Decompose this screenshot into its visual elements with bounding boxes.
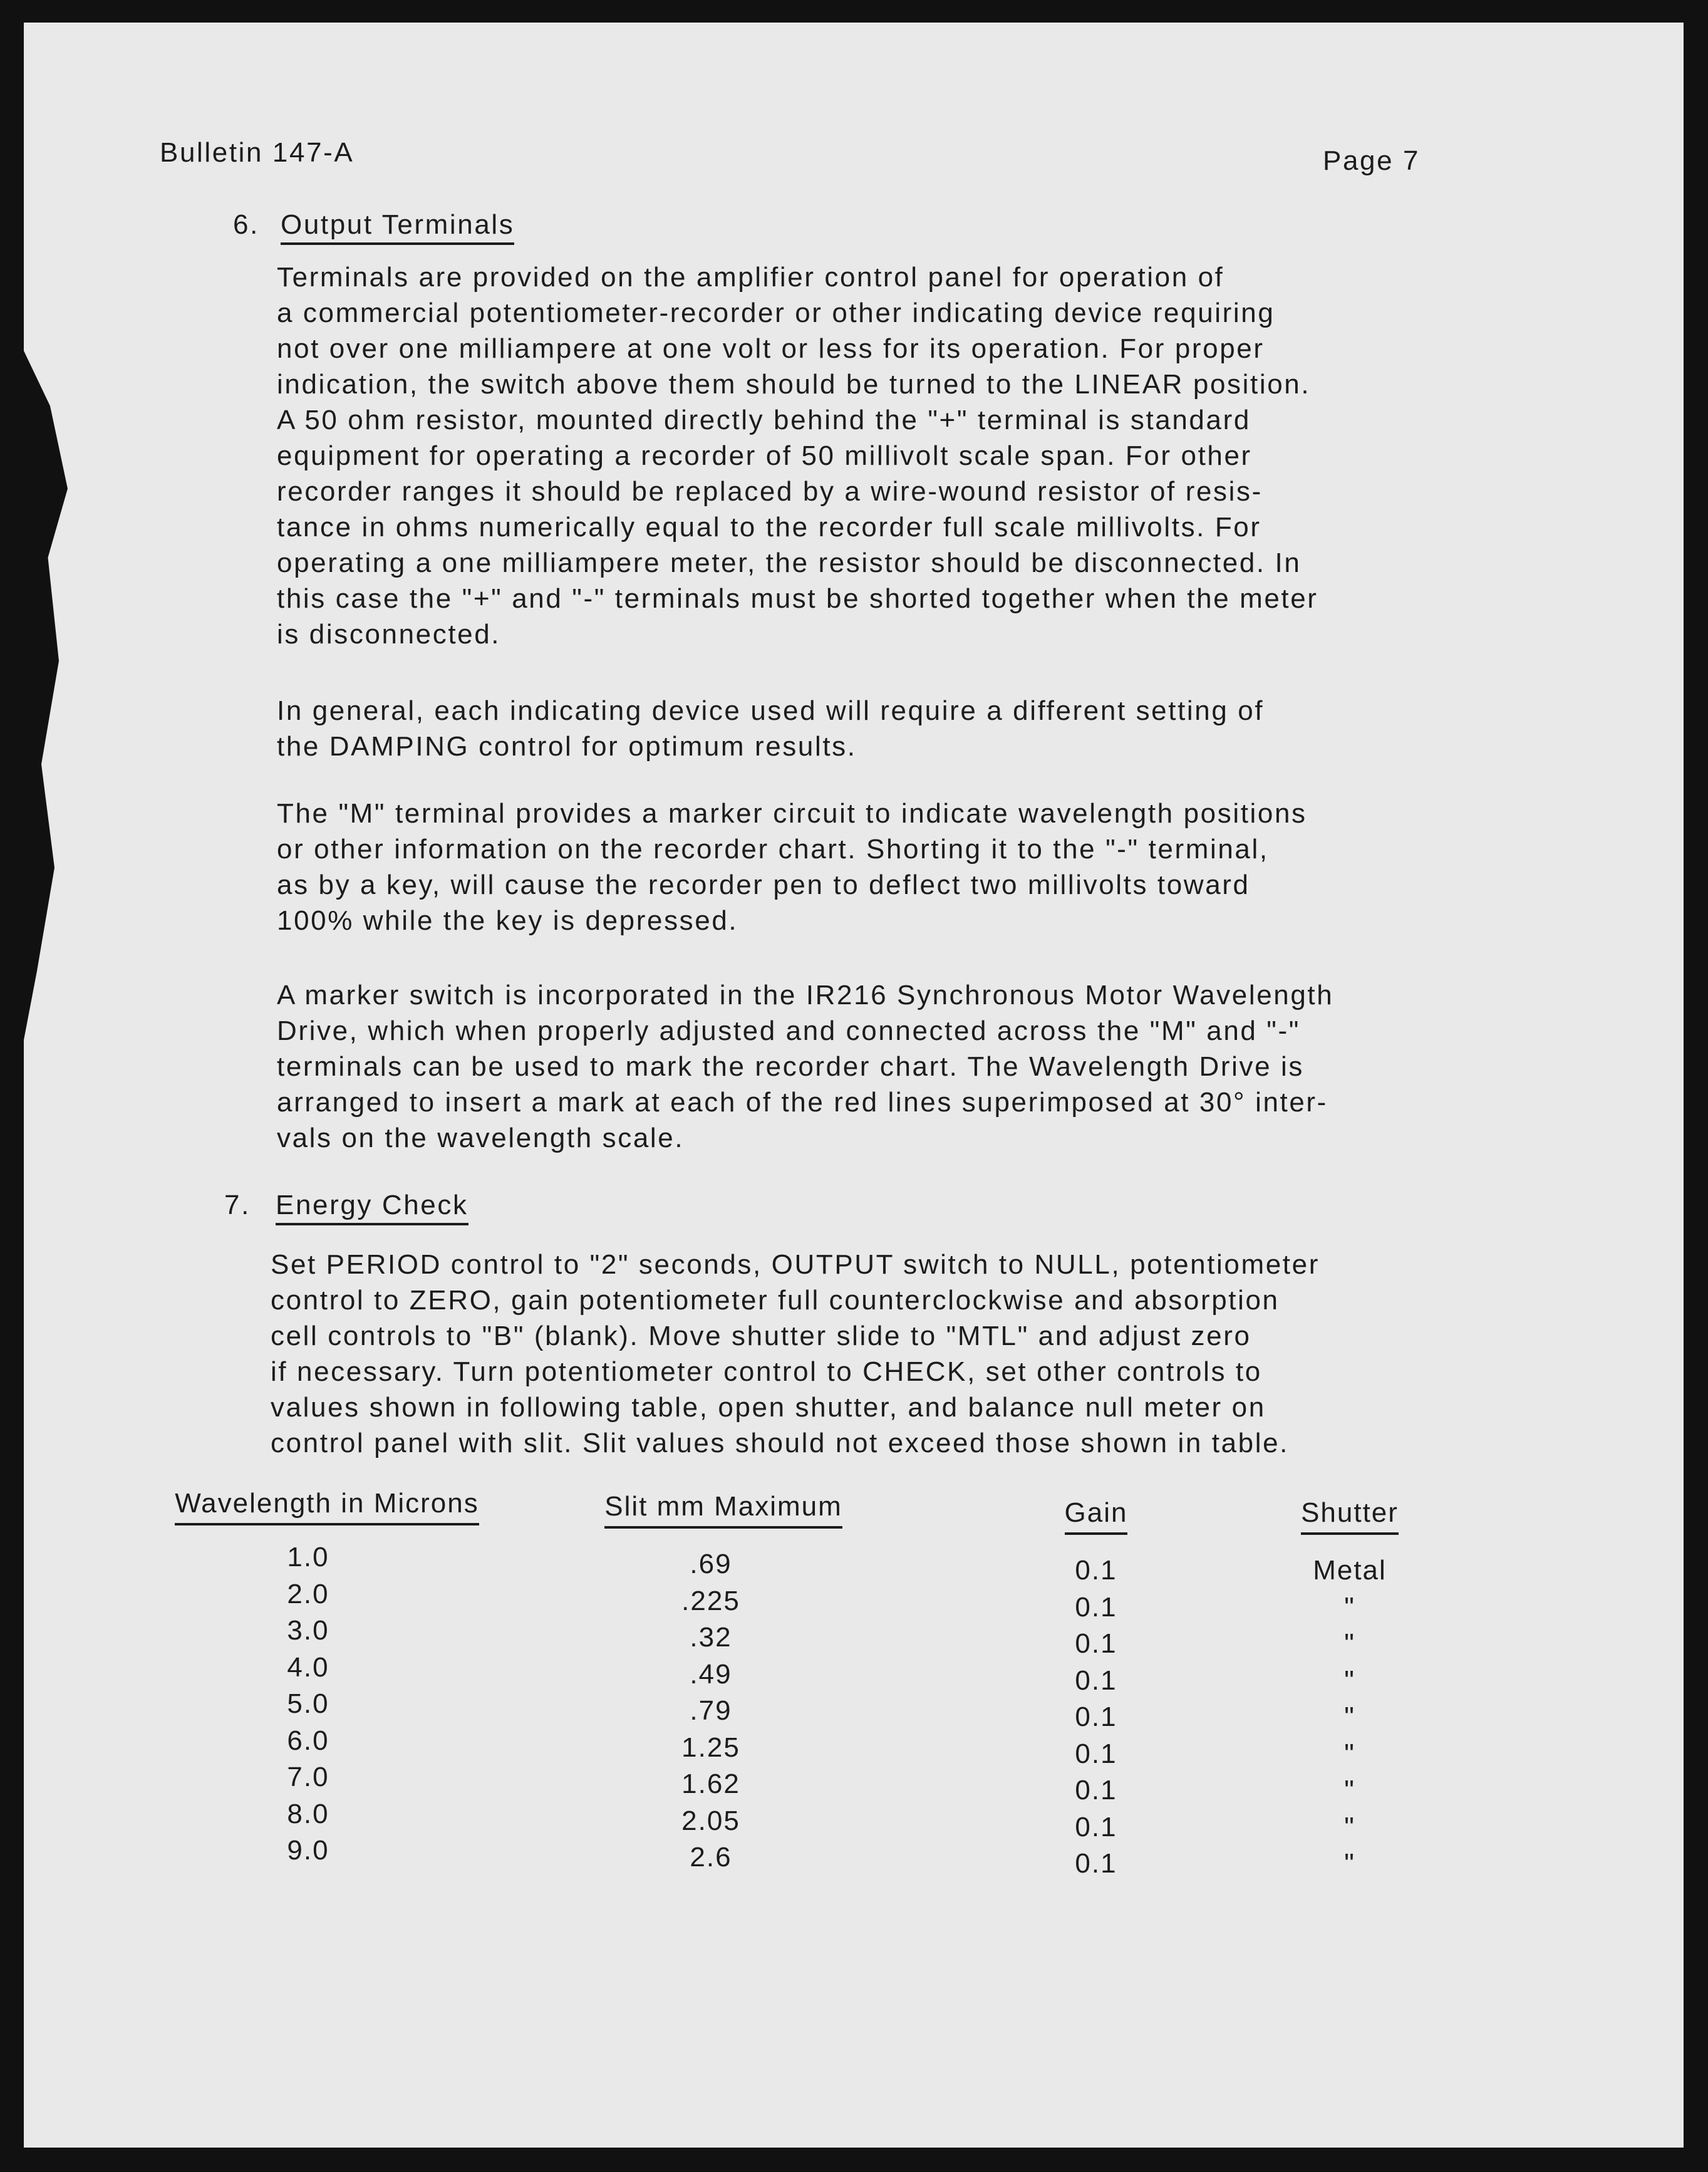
table-cell: " (1344, 1848, 1355, 1879)
table-cell: 0.1 (1075, 1775, 1117, 1806)
table-column-wavelength (145, 1488, 509, 1869)
table-cell: 4.0 (287, 1651, 329, 1683)
text-line: recorder ranges it should be replaced by a wire-wound resistor of resis- (277, 476, 1263, 507)
text-line: not over one milliampere at one volt or less for its operation. For proper (277, 333, 1265, 364)
text-line: Output Terminals (281, 209, 514, 245)
table-cell: Slit mm Maximum (604, 1491, 842, 1529)
table-cell: Wavelength in Microns (175, 1488, 479, 1525)
text-line: arranged to insert a mark at each of the red lines superimposed at 30° inter- (277, 1087, 1328, 1118)
text-line: or other information on the recorder chart. Shorting it to the "-" terminal, (277, 834, 1269, 865)
text-line: A marker switch is incorporated in the IR216 Synchronous Motor Wavelength (277, 980, 1334, 1011)
table-cell: 1.0 (287, 1542, 329, 1572)
table-column-shutter (1278, 1497, 1422, 1883)
paragraph (277, 796, 1307, 938)
table-cell: 5.0 (287, 1688, 329, 1719)
paragraph (271, 1247, 1320, 1461)
table-cell: 6.0 (287, 1725, 329, 1756)
text-line: control panel with slit. Slit values should not exceed those shown in table. (271, 1428, 1289, 1458)
table-cell: Metal (1313, 1555, 1387, 1586)
text-line: if necessary. Turn potentiometer control to CHECK, set other controls to (271, 1356, 1262, 1387)
table-cell: 0.1 (1075, 1665, 1117, 1696)
table-cell: 2.05 (681, 1805, 740, 1836)
text-line: equipment for operating a recorder of 50 millivolt scale span. For other (277, 440, 1252, 471)
text-line: The "M" terminal provides a marker circuit to indicate wavelength positions (277, 798, 1307, 829)
text-line: Set PERIOD control to "2" seconds, OUTPUT switch to NULL, potentiometer (271, 1249, 1320, 1280)
text-line: is disconnected. (277, 619, 501, 650)
table-cell: " (1344, 1628, 1355, 1659)
text-line: In general, each indicating device used will require a different setting of (277, 695, 1265, 726)
text-line: the DAMPING control for optimum results. (277, 731, 857, 762)
table-cell: .32 (690, 1622, 732, 1653)
section-title (281, 207, 514, 242)
table-cell: 0.1 (1075, 1702, 1117, 1732)
text-line: Energy Check (276, 1190, 468, 1225)
table-cell: 0.1 (1075, 1848, 1117, 1879)
table-cell: 1.25 (681, 1732, 740, 1763)
table-column-slit (573, 1491, 874, 1876)
text-line: operating a one milliampere meter, the resistor should be disconnected. In (277, 548, 1302, 578)
section-number: 6. (233, 209, 259, 240)
text-line: vals on the wavelength scale. (277, 1123, 685, 1153)
table-cell: .79 (690, 1695, 732, 1726)
paragraph (277, 259, 1318, 652)
text-line: tance in ohms numerically equal to the recorder full scale millivolts. For (277, 512, 1261, 543)
text-line: Terminals are provided on the amplifier control panel for operation of (277, 262, 1224, 293)
table-cell: .69 (690, 1549, 732, 1579)
section-number: 7. (224, 1190, 251, 1220)
text-line: 100% while the key is depressed. (277, 905, 738, 936)
text-line: this case the "+" and "-" terminals must be shorted together when the meter (277, 583, 1318, 614)
table-cell: " (1344, 1702, 1355, 1732)
table-cell: Gain (1065, 1497, 1128, 1535)
table-cell: 2.0 (287, 1578, 329, 1609)
table-cell: " (1344, 1665, 1355, 1696)
text-line: a commercial potentiometer-recorder or other indicating device requiring (277, 298, 1275, 328)
table-cell: .225 (681, 1585, 740, 1616)
table-cell: 3.0 (287, 1615, 329, 1646)
table-cell: " (1344, 1775, 1355, 1806)
table-cell: 8.0 (287, 1798, 329, 1829)
table-cell: 0.1 (1075, 1811, 1117, 1842)
table-column-gain (1027, 1497, 1165, 1883)
table-cell: " (1344, 1811, 1355, 1842)
table-cell: " (1344, 1591, 1355, 1623)
table-cell: .49 (690, 1658, 732, 1690)
table-cell: 0.1 (1075, 1555, 1117, 1586)
table-cell: " (1344, 1738, 1355, 1769)
text-line: as by a key, will cause the recorder pen to deflect two millivolts toward (277, 870, 1250, 900)
table-cell: 0.1 (1075, 1628, 1117, 1659)
text-line: values shown in following table, open shutter, and balance null meter on (271, 1392, 1266, 1423)
text-line: cell controls to "B" (blank). Move shutter slide to "MTL" and adjust zero (271, 1321, 1251, 1351)
table-cell: 7.0 (287, 1762, 329, 1792)
table-cell: 9.0 (287, 1835, 329, 1866)
table-cell: 0.1 (1075, 1591, 1117, 1623)
header-bulletin: Bulletin 147-A (160, 137, 355, 168)
header-page-number: Page 7 (1323, 145, 1421, 176)
text-line: Drive, which when properly adjusted and connected across the "M" and "-" (277, 1016, 1300, 1046)
section-title (276, 1187, 468, 1223)
table-cell: 1.62 (681, 1769, 740, 1799)
text-line: control to ZERO, gain potentiometer full counterclockwise and absorption (271, 1285, 1280, 1316)
table-cell: Shutter (1301, 1497, 1399, 1535)
paragraph (277, 977, 1333, 1156)
table-cell: 2.6 (690, 1842, 732, 1873)
table-cell: 0.1 (1075, 1738, 1117, 1769)
text-line: indication, the switch above them should be turned to the LINEAR position. (277, 369, 1311, 400)
text-line: terminals can be used to mark the recorder chart. The Wavelength Drive is (277, 1051, 1304, 1082)
paragraph (277, 693, 1264, 764)
text-line: A 50 ohm resistor, mounted directly behind the "+" terminal is standard (277, 405, 1251, 435)
